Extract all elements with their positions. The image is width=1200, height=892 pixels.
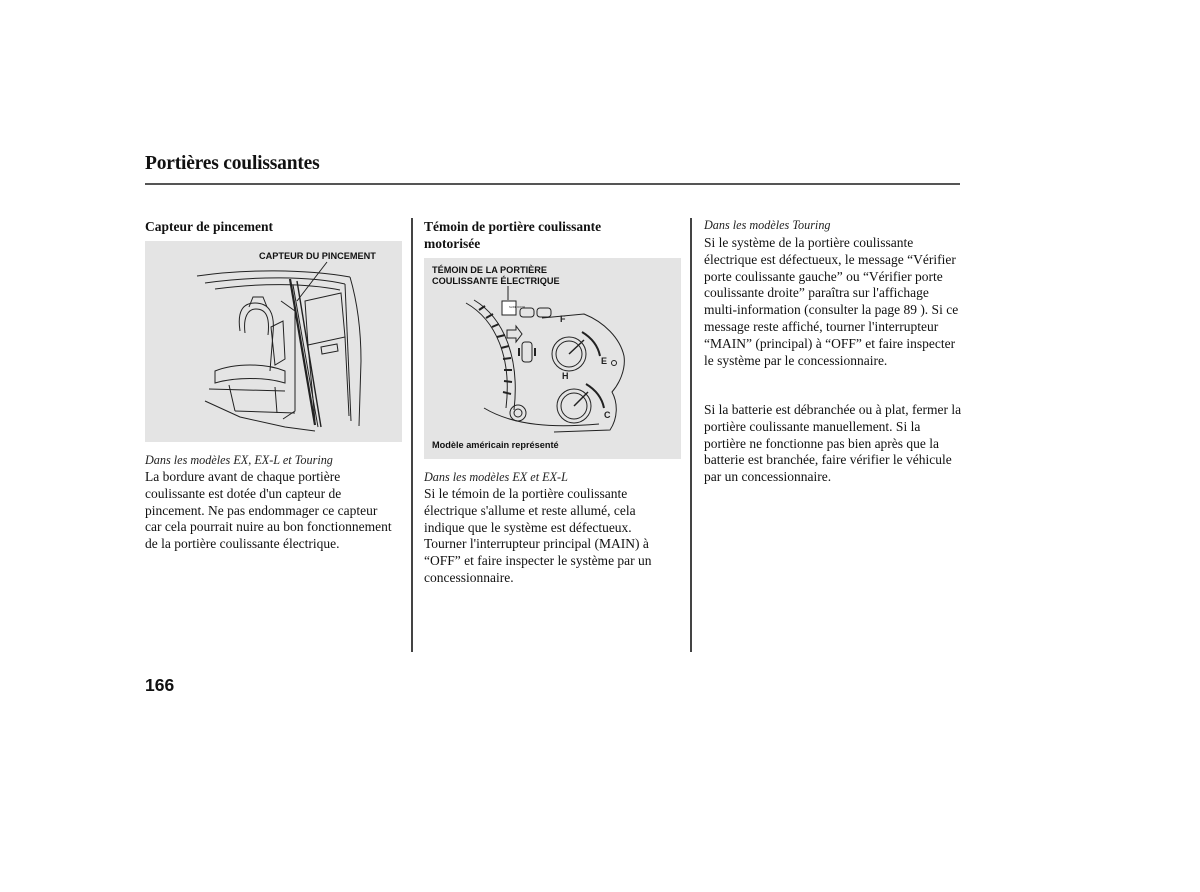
pinch-sensor-figure-label: CAPTEUR DU PINCEMENT — [259, 251, 376, 261]
touring-text-2: Si la batterie est débranchée ou à plat, fermer la portière coulissante manuellement. Si la portière ne fonctionne pas bien après que la batterie est branchée, faire vérifier le véhicule par un concessionnaire. — [704, 402, 962, 485]
instrument-cluster-illustration — [424, 258, 681, 459]
touring-text-1: Si le système de la portière coulissante électrique est défectueux, le message “Vérifier porte coulissante gauche” ou “Vérifier porte coulissante droite” paraîtra sur l'affichage multi-information (consulter la page 89 ). Si ce message reste affiché, tourner l'interrupteur “MAIN” (principal) à “OFF” et faire inspecter le système par le concessionnaire. — [704, 235, 959, 368]
door-indicator-heading: Témoin de portière coulissante motorisée — [424, 219, 602, 251]
temp-cold-label: C — [604, 410, 611, 420]
figure-note: Modèle américain représenté — [432, 440, 559, 450]
door-indicator-figure — [424, 258, 681, 459]
door-indicator-figure-label: TÉMOIN DE LA PORTIÈRE COULISSANTE ÉLECTRIQUE — [432, 265, 560, 286]
title-rule — [145, 183, 960, 185]
fuel-full-label: F — [560, 314, 566, 324]
pinch-sensor-figure — [145, 241, 402, 442]
column-divider-left — [411, 218, 413, 652]
pinch-sensor-caption: Dans les modèles EX, EX-L et Touring — [145, 453, 333, 467]
touring-caption: Dans les modèles Touring — [704, 218, 831, 232]
door-indicator-text: Si le témoin de la portière coulissante électrique s'allume et reste allumé, cela indique que le système est défectueux. Tourner l'interrupteur principal (MAIN) à “OFF” et faire inspecter le système par un concessionnaire. — [424, 486, 652, 585]
pinch-sensor-heading: Capteur de pincement — [145, 219, 273, 234]
pinch-sensor-text: La bordure avant de chaque portière coulissante est dotée d'un capteur de pincement. Ne pas endommager ce capteur car cela pourrait nuire au bon fonctionnement de la portière coulissante électrique. — [145, 469, 392, 552]
slide-door-icon-label: SLIDE DOOR — [509, 306, 525, 309]
temp-hot-label: H — [562, 371, 569, 381]
fuel-empty-label: E — [601, 356, 608, 366]
page-number: 166 — [145, 675, 175, 695]
door-indicator-caption: Dans les modèles EX et EX-L — [424, 470, 568, 484]
page-title: Portières coulissantes — [145, 153, 320, 174]
sliding-door-illustration — [145, 241, 402, 442]
column-divider-right — [690, 218, 692, 652]
